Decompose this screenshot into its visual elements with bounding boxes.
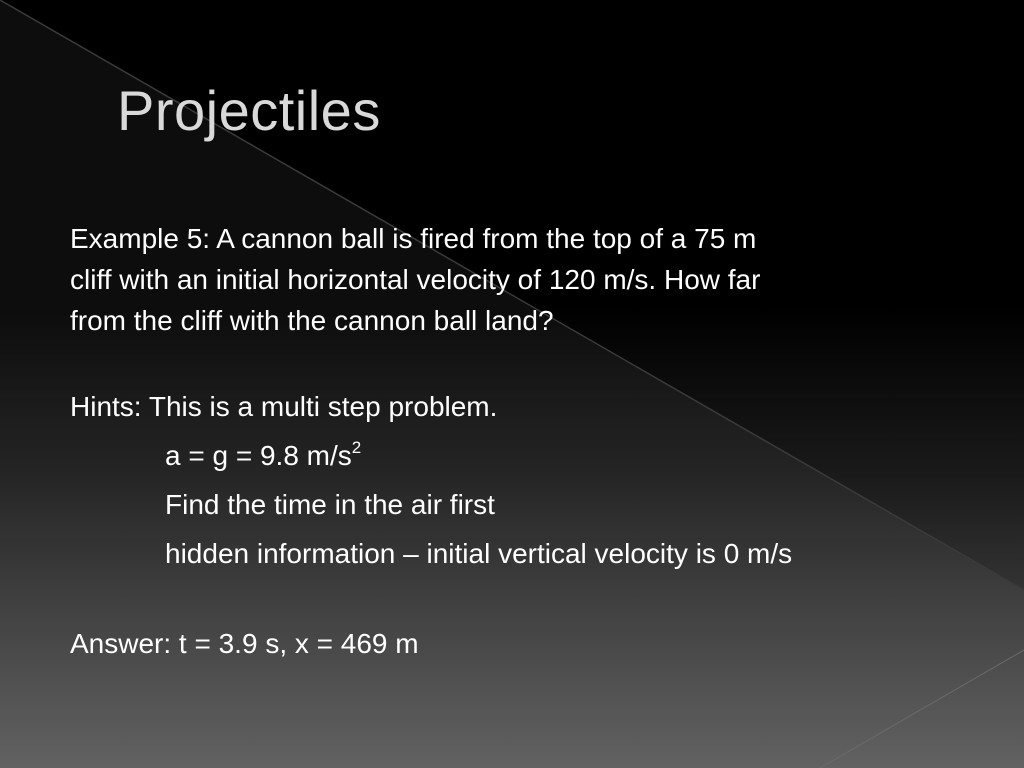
hint-acceleration-text: a = g = 9.8 m/s bbox=[165, 440, 352, 471]
hint-acceleration-exponent: 2 bbox=[351, 438, 362, 457]
example-line-1: Example 5: A cannon ball is fired from the top of a 75 m bbox=[70, 223, 757, 254]
example-line-3: from the cliff with the cannon ball land? bbox=[70, 305, 554, 336]
hints-heading: Hints: This is a multi step problem. bbox=[70, 391, 498, 422]
hint-item-time: Find the time in the air first bbox=[165, 489, 495, 520]
spacer bbox=[70, 341, 1000, 382]
answer-line: Answer: t = 3.9 s, x = 469 m bbox=[70, 628, 419, 659]
example-line-2: cliff with an initial horizontal velocity of 120 m/s. How far bbox=[70, 264, 761, 295]
spacer bbox=[70, 578, 1000, 619]
hint-item-acceleration bbox=[70, 431, 1000, 480]
slide-body bbox=[70, 218, 1000, 668]
slide-title: Projectiles bbox=[117, 79, 381, 142]
hint-item-hidden-info: hidden information – initial vertical velocity is 0 m/s bbox=[165, 538, 793, 569]
